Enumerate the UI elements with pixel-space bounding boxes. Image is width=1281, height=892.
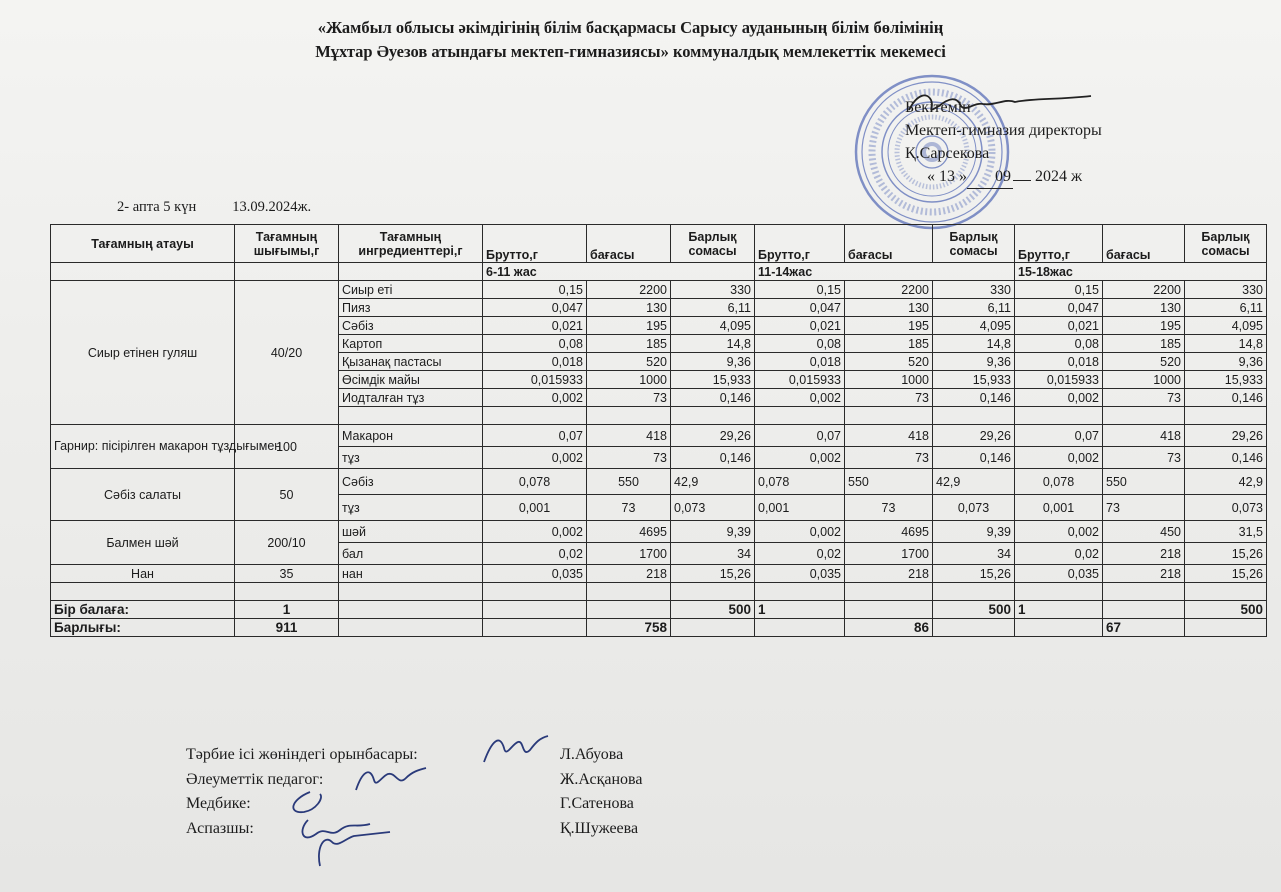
cell: 130 [845, 299, 933, 317]
approve-date [905, 165, 1102, 189]
age-row [51, 263, 1267, 281]
dish-name: Гарнир: пісірілген макарон тұздығымен [51, 425, 235, 469]
signature-role: Медбике: [186, 795, 251, 812]
approve-name: Қ.Сарсекова [905, 145, 990, 162]
cell: 73 [845, 447, 933, 469]
col-header: Брутто,г [1015, 225, 1103, 263]
cell: 330 [671, 281, 755, 299]
cell: 0,02 [483, 543, 587, 565]
cell: 29,26 [933, 425, 1015, 447]
header-line-2: Мұхтар Әуезов атындағы мектеп-гимназиясы» коммуналдық мемлекеттік мекемесі [315, 42, 946, 61]
col-header: Тағамның ингредиенттері,г [339, 225, 483, 263]
per-child-qty-2: 1 [755, 601, 845, 619]
cell: 34 [671, 543, 755, 565]
cell: 0,002 [755, 521, 845, 543]
cell: 6,11 [671, 299, 755, 317]
col-header: Тағамның атауы [51, 225, 235, 263]
total-label: Барлығы: [51, 619, 235, 637]
approve-position: Мектеп-гимназия директоры [905, 122, 1102, 139]
cell: 550 [845, 469, 933, 495]
cell: 195 [845, 317, 933, 335]
cell: 0,015933 [1015, 371, 1103, 389]
signature-name: Ж.Асқанова [560, 770, 643, 788]
cell: 130 [1103, 299, 1185, 317]
cell: 15,933 [933, 371, 1015, 389]
cell: 0,08 [483, 335, 587, 353]
cell: 0,07 [1015, 425, 1103, 447]
cell: 42,9 [671, 469, 755, 495]
handwritten-signature [280, 784, 400, 870]
cell: 73 [1103, 447, 1185, 469]
cell: 0,002 [483, 521, 587, 543]
per-child-sum-2: 500 [933, 601, 1015, 619]
dish-yield: 200/10 [235, 521, 339, 565]
cell: 34 [933, 543, 1015, 565]
cell: 14,8 [671, 335, 755, 353]
dish-yield: 100 [235, 425, 339, 469]
cell: 0,073 [933, 495, 1015, 521]
table-row [51, 521, 1267, 543]
cell: 0,073 [671, 495, 755, 521]
day-info [117, 199, 311, 216]
cell: 0,001 [483, 495, 587, 521]
table-header-row [51, 225, 1267, 263]
cell: 0,018 [1015, 353, 1103, 371]
cell: 4695 [845, 521, 933, 543]
table-row [51, 281, 1267, 299]
cell: 418 [587, 425, 671, 447]
cell: 2200 [587, 281, 671, 299]
cell: 0,015933 [483, 371, 587, 389]
cell: 0,001 [755, 495, 845, 521]
cell: 0,021 [755, 317, 845, 335]
col-header: бағасы [587, 225, 671, 263]
cell: 0,08 [755, 335, 845, 353]
cell: 6,11 [933, 299, 1015, 317]
cell: 15,26 [933, 565, 1015, 583]
menu-date: 13.09.2024ж. [232, 199, 312, 215]
cell: 0,035 [1015, 565, 1103, 583]
per-child-sum-1: 500 [671, 601, 755, 619]
cell: 185 [587, 335, 671, 353]
signature-name: Қ.Шужеева [560, 819, 639, 837]
cell: 0,146 [671, 389, 755, 407]
col-header: Барлық сомасы [933, 225, 1015, 263]
cell: 1000 [1103, 371, 1185, 389]
cell: 185 [845, 335, 933, 353]
cell: 185 [1103, 335, 1185, 353]
age-group: 6-11 жас [483, 263, 755, 281]
cell: 550 [1103, 469, 1185, 495]
cell: 0,078 [755, 469, 845, 495]
ingredient: Иодталған тұз [339, 389, 483, 407]
table-row [51, 565, 1267, 583]
cell: 73 [1103, 495, 1185, 521]
dish-yield: 40/20 [235, 281, 339, 425]
ingredient: Қызанақ пастасы [339, 353, 483, 371]
cell: 29,26 [671, 425, 755, 447]
col-header: Барлық сомасы [1185, 225, 1267, 263]
cell: 0,146 [1185, 389, 1267, 407]
total-value-2: 758 [587, 619, 671, 637]
cell: 1700 [845, 543, 933, 565]
age-group: 11-14жас [755, 263, 1015, 281]
signature-role: Аспазшы: [186, 819, 254, 837]
cell: 0,15 [1015, 281, 1103, 299]
cell: 130 [587, 299, 671, 317]
ingredient: тұз [339, 447, 483, 469]
dish-yield: 35 [235, 565, 339, 583]
cell: 0,02 [1015, 543, 1103, 565]
cell: 0,146 [671, 447, 755, 469]
header-line-1: «Жамбыл облысы әкімдігінің білім басқармасы Сарысу ауданының білім бөлімінің [317, 18, 944, 37]
cell: 450 [1103, 521, 1185, 543]
cell: 6,11 [1185, 299, 1267, 317]
total-row [51, 619, 1267, 637]
cell: 42,9 [933, 469, 1015, 495]
ingredient: Сиыр еті [339, 281, 483, 299]
cell: 0,146 [933, 389, 1015, 407]
signature-row [186, 817, 666, 842]
cell: 73 [587, 495, 671, 521]
cell: 0,002 [483, 389, 587, 407]
cell: 0,002 [755, 389, 845, 407]
cell: 29,26 [1185, 425, 1267, 447]
col-header: бағасы [845, 225, 933, 263]
cell: 0,021 [483, 317, 587, 335]
cell: 31,5 [1185, 521, 1267, 543]
cell: 550 [587, 469, 671, 495]
cell: 1000 [845, 371, 933, 389]
cell: 218 [1103, 565, 1185, 583]
cell: 4,095 [933, 317, 1015, 335]
cell: 418 [845, 425, 933, 447]
cell: 73 [587, 389, 671, 407]
cell: 0,15 [483, 281, 587, 299]
per-child-qty-3: 1 [1015, 601, 1103, 619]
cell: 4,095 [671, 317, 755, 335]
col-header: Барлық сомасы [671, 225, 755, 263]
director-signature [905, 88, 1095, 120]
cell: 73 [587, 447, 671, 469]
cell: 1700 [587, 543, 671, 565]
cell: 218 [1103, 543, 1185, 565]
cell: 0,02 [755, 543, 845, 565]
cell: 520 [1103, 353, 1185, 371]
table-row [51, 469, 1267, 495]
signature-role: Әлеуметтік педагог: [186, 770, 324, 788]
cell: 0,146 [1185, 447, 1267, 469]
cell: 73 [845, 495, 933, 521]
signature-name: Л.Абуова [560, 746, 624, 763]
ingredient: Картоп [339, 335, 483, 353]
cell: 0,002 [1015, 521, 1103, 543]
signature-role: Тәрбие ісі жөніндегі орынбасары: [186, 746, 418, 763]
cell: 520 [587, 353, 671, 371]
col-header: Брутто,г [755, 225, 845, 263]
cell: 2200 [845, 281, 933, 299]
menu-table [50, 224, 1267, 637]
cell: 0,035 [483, 565, 587, 583]
total-value-3: 86 [845, 619, 933, 637]
cell: 4,095 [1185, 317, 1267, 335]
cell: 418 [1103, 425, 1185, 447]
ingredient: Сәбіз [339, 469, 483, 495]
cell: 195 [1103, 317, 1185, 335]
col-header: бағасы [1103, 225, 1185, 263]
cell: 0,021 [1015, 317, 1103, 335]
cell: 0,002 [1015, 447, 1103, 469]
dish-name: Балмен шәй [51, 521, 235, 565]
table-row [51, 425, 1267, 447]
cell: 0,08 [1015, 335, 1103, 353]
ingredient: Макарон [339, 425, 483, 447]
ingredient: шәй [339, 521, 483, 543]
cell: 0,018 [483, 353, 587, 371]
cell: 73 [845, 389, 933, 407]
per-child-sum-3: 500 [1185, 601, 1267, 619]
col-header: Тағамның шығымы,г [235, 225, 339, 263]
cell: 0,018 [755, 353, 845, 371]
ingredient: Сәбіз [339, 317, 483, 335]
cell: 0,047 [483, 299, 587, 317]
cell: 218 [845, 565, 933, 583]
dish-name: Сиыр етінен гуляш [51, 281, 235, 425]
cell: 520 [845, 353, 933, 371]
cell: 218 [587, 565, 671, 583]
cell: 0,078 [483, 469, 587, 495]
approve-month: 09 [967, 165, 1013, 189]
cell: 14,8 [933, 335, 1015, 353]
cell: 0,07 [755, 425, 845, 447]
per-child-row [51, 601, 1267, 619]
cell: 2200 [1103, 281, 1185, 299]
cell: 0,002 [1015, 389, 1103, 407]
ingredient: бал [339, 543, 483, 565]
cell: 0,073 [1185, 495, 1267, 521]
cell: 15,933 [671, 371, 755, 389]
week-day: 2- апта 5 күн [117, 199, 197, 215]
cell: 0,035 [755, 565, 845, 583]
dish-name: Сәбіз салаты [51, 469, 235, 521]
dish-yield: 50 [235, 469, 339, 521]
cell: 0,146 [933, 447, 1015, 469]
cell: 15,26 [671, 565, 755, 583]
cell: 15,933 [1185, 371, 1267, 389]
cell: 330 [933, 281, 1015, 299]
cell: 4695 [587, 521, 671, 543]
cell: 9,36 [1185, 353, 1267, 371]
cell: 9,39 [671, 521, 755, 543]
cell: 15,26 [1185, 543, 1267, 565]
per-child-label: Бір балаға: [51, 601, 235, 619]
cell: 195 [587, 317, 671, 335]
cell: 0,078 [1015, 469, 1103, 495]
cell: 9,36 [933, 353, 1015, 371]
cell: 1000 [587, 371, 671, 389]
table-row [51, 583, 1267, 601]
cell: 9,39 [933, 521, 1015, 543]
dish-name: Нан [51, 565, 235, 583]
cell: 0,07 [483, 425, 587, 447]
cell: 0,015933 [755, 371, 845, 389]
approve-day: « 13 » [927, 168, 967, 185]
cell: 0,002 [483, 447, 587, 469]
approve-year: 2024 ж [1035, 168, 1083, 185]
ingredient: Өсімдік майы [339, 371, 483, 389]
cell: 42,9 [1185, 469, 1267, 495]
cell: 73 [1103, 389, 1185, 407]
per-child-qty: 1 [235, 601, 339, 619]
cell: 0,001 [1015, 495, 1103, 521]
cell: 0,15 [755, 281, 845, 299]
total-value-4: 67 [1103, 619, 1185, 637]
cell: 0,002 [755, 447, 845, 469]
ingredient: тұз [339, 495, 483, 521]
col-header: Брутто,г [483, 225, 587, 263]
total-value-1: 911 [235, 619, 339, 637]
cell: 15,26 [1185, 565, 1267, 583]
signature-name: Г.Сатенова [560, 795, 634, 812]
cell: 14,8 [1185, 335, 1267, 353]
ingredient: нан [339, 565, 483, 583]
cell: 0,047 [755, 299, 845, 317]
document-header [0, 16, 1281, 64]
cell: 330 [1185, 281, 1267, 299]
approve-title: Бекітемін [905, 99, 971, 116]
cell: 0,047 [1015, 299, 1103, 317]
age-group: 15-18жас [1015, 263, 1267, 281]
cell: 9,36 [671, 353, 755, 371]
ingredient: Пияз [339, 299, 483, 317]
handwritten-signature [478, 730, 558, 770]
